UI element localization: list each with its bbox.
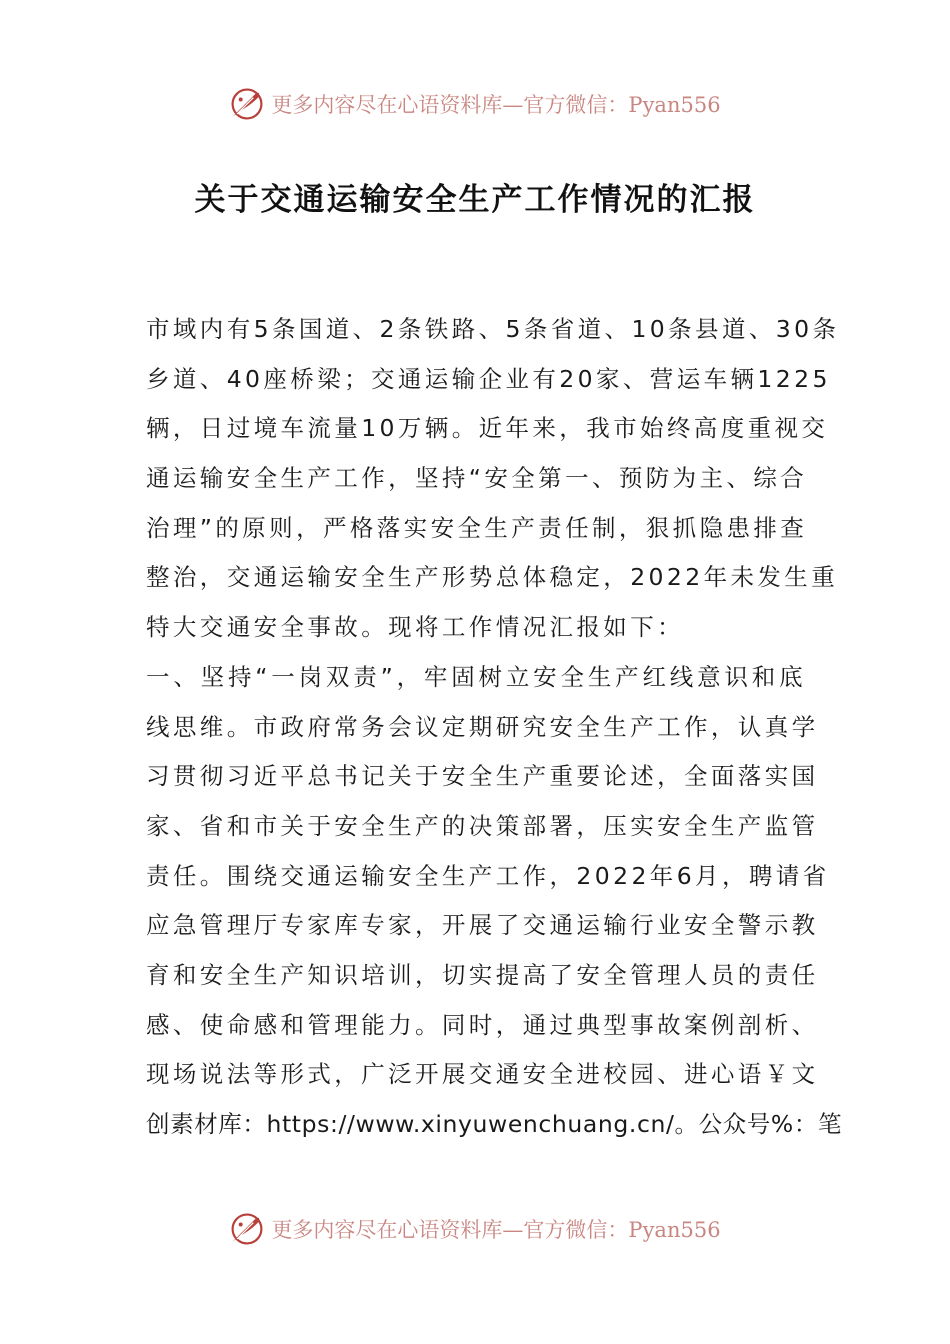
body-line: 辆，日过境车流量10万辆。近年来，我市始终高度重视交 — [146, 414, 829, 443]
section-heading-line: 一、坚持“一岗双责”，牢固树立安全生产红线意识和底 — [146, 662, 806, 691]
body-line: 乡道、40座桥梁；交通运输企业有20家、营运车辆1225 — [146, 364, 831, 393]
watermark-text: 更多内容尽在心语资料库—官方微信：Pyan556 — [271, 93, 721, 117]
body-line: 现场说法等形式，广泛开展交通安全进校园、进心语￥文 — [146, 1060, 819, 1089]
body-line: 通运输安全生产工作，坚持“安全第一、预防为主、综合 — [146, 464, 808, 493]
body-line: 感、使命感和管理能力。同时，通过典型事故案例剖析、 — [146, 1010, 819, 1039]
body-line: 线思维。市政府常务会议定期研究安全生产工作，认真学 — [146, 712, 819, 741]
footer-watermark — [0, 1209, 950, 1249]
body-line: 应急管理厅专家库专家，开展了交通运输行业安全警示教 — [146, 911, 819, 940]
watermark-text: 更多内容尽在心语资料库—官方微信：Pyan556 — [271, 1218, 721, 1242]
quill-pen-logo-icon — [229, 1211, 265, 1247]
document-title: 关于交通运输安全生产工作情况的汇报 — [194, 182, 756, 218]
body-line: 特大交通安全事故。现将工作情况汇报如下： — [146, 613, 684, 642]
body-line-url: 创素材库：https://www.xinyuwenchuang.cn/。公众号%：笔 — [146, 1110, 843, 1138]
body-line: 市域内有5条国道、2条铁路、5条省道、10条县道、30条 — [146, 315, 840, 343]
body-line: 整治，交通运输安全生产形势总体稳定，2022年未发生重 — [146, 563, 839, 592]
quill-pen-logo-icon — [229, 86, 265, 122]
body-line: 责任。围绕交通运输安全生产工作，2022年6月，聘请省 — [146, 861, 830, 890]
body-line: 治理”的原则，严格落实安全生产责任制，狠抓隐患排查 — [146, 513, 808, 542]
body-line: 家、省和市关于安全生产的决策部署，压实安全生产监管 — [146, 811, 819, 840]
body-line: 育和安全生产知识培训，切实提高了安全管理人员的责任 — [146, 960, 819, 989]
body-line: 习贯彻习近平总书记关于安全生产重要论述，全面落实国 — [146, 762, 819, 791]
header-watermark — [0, 84, 950, 124]
document-body — [146, 305, 843, 1150]
